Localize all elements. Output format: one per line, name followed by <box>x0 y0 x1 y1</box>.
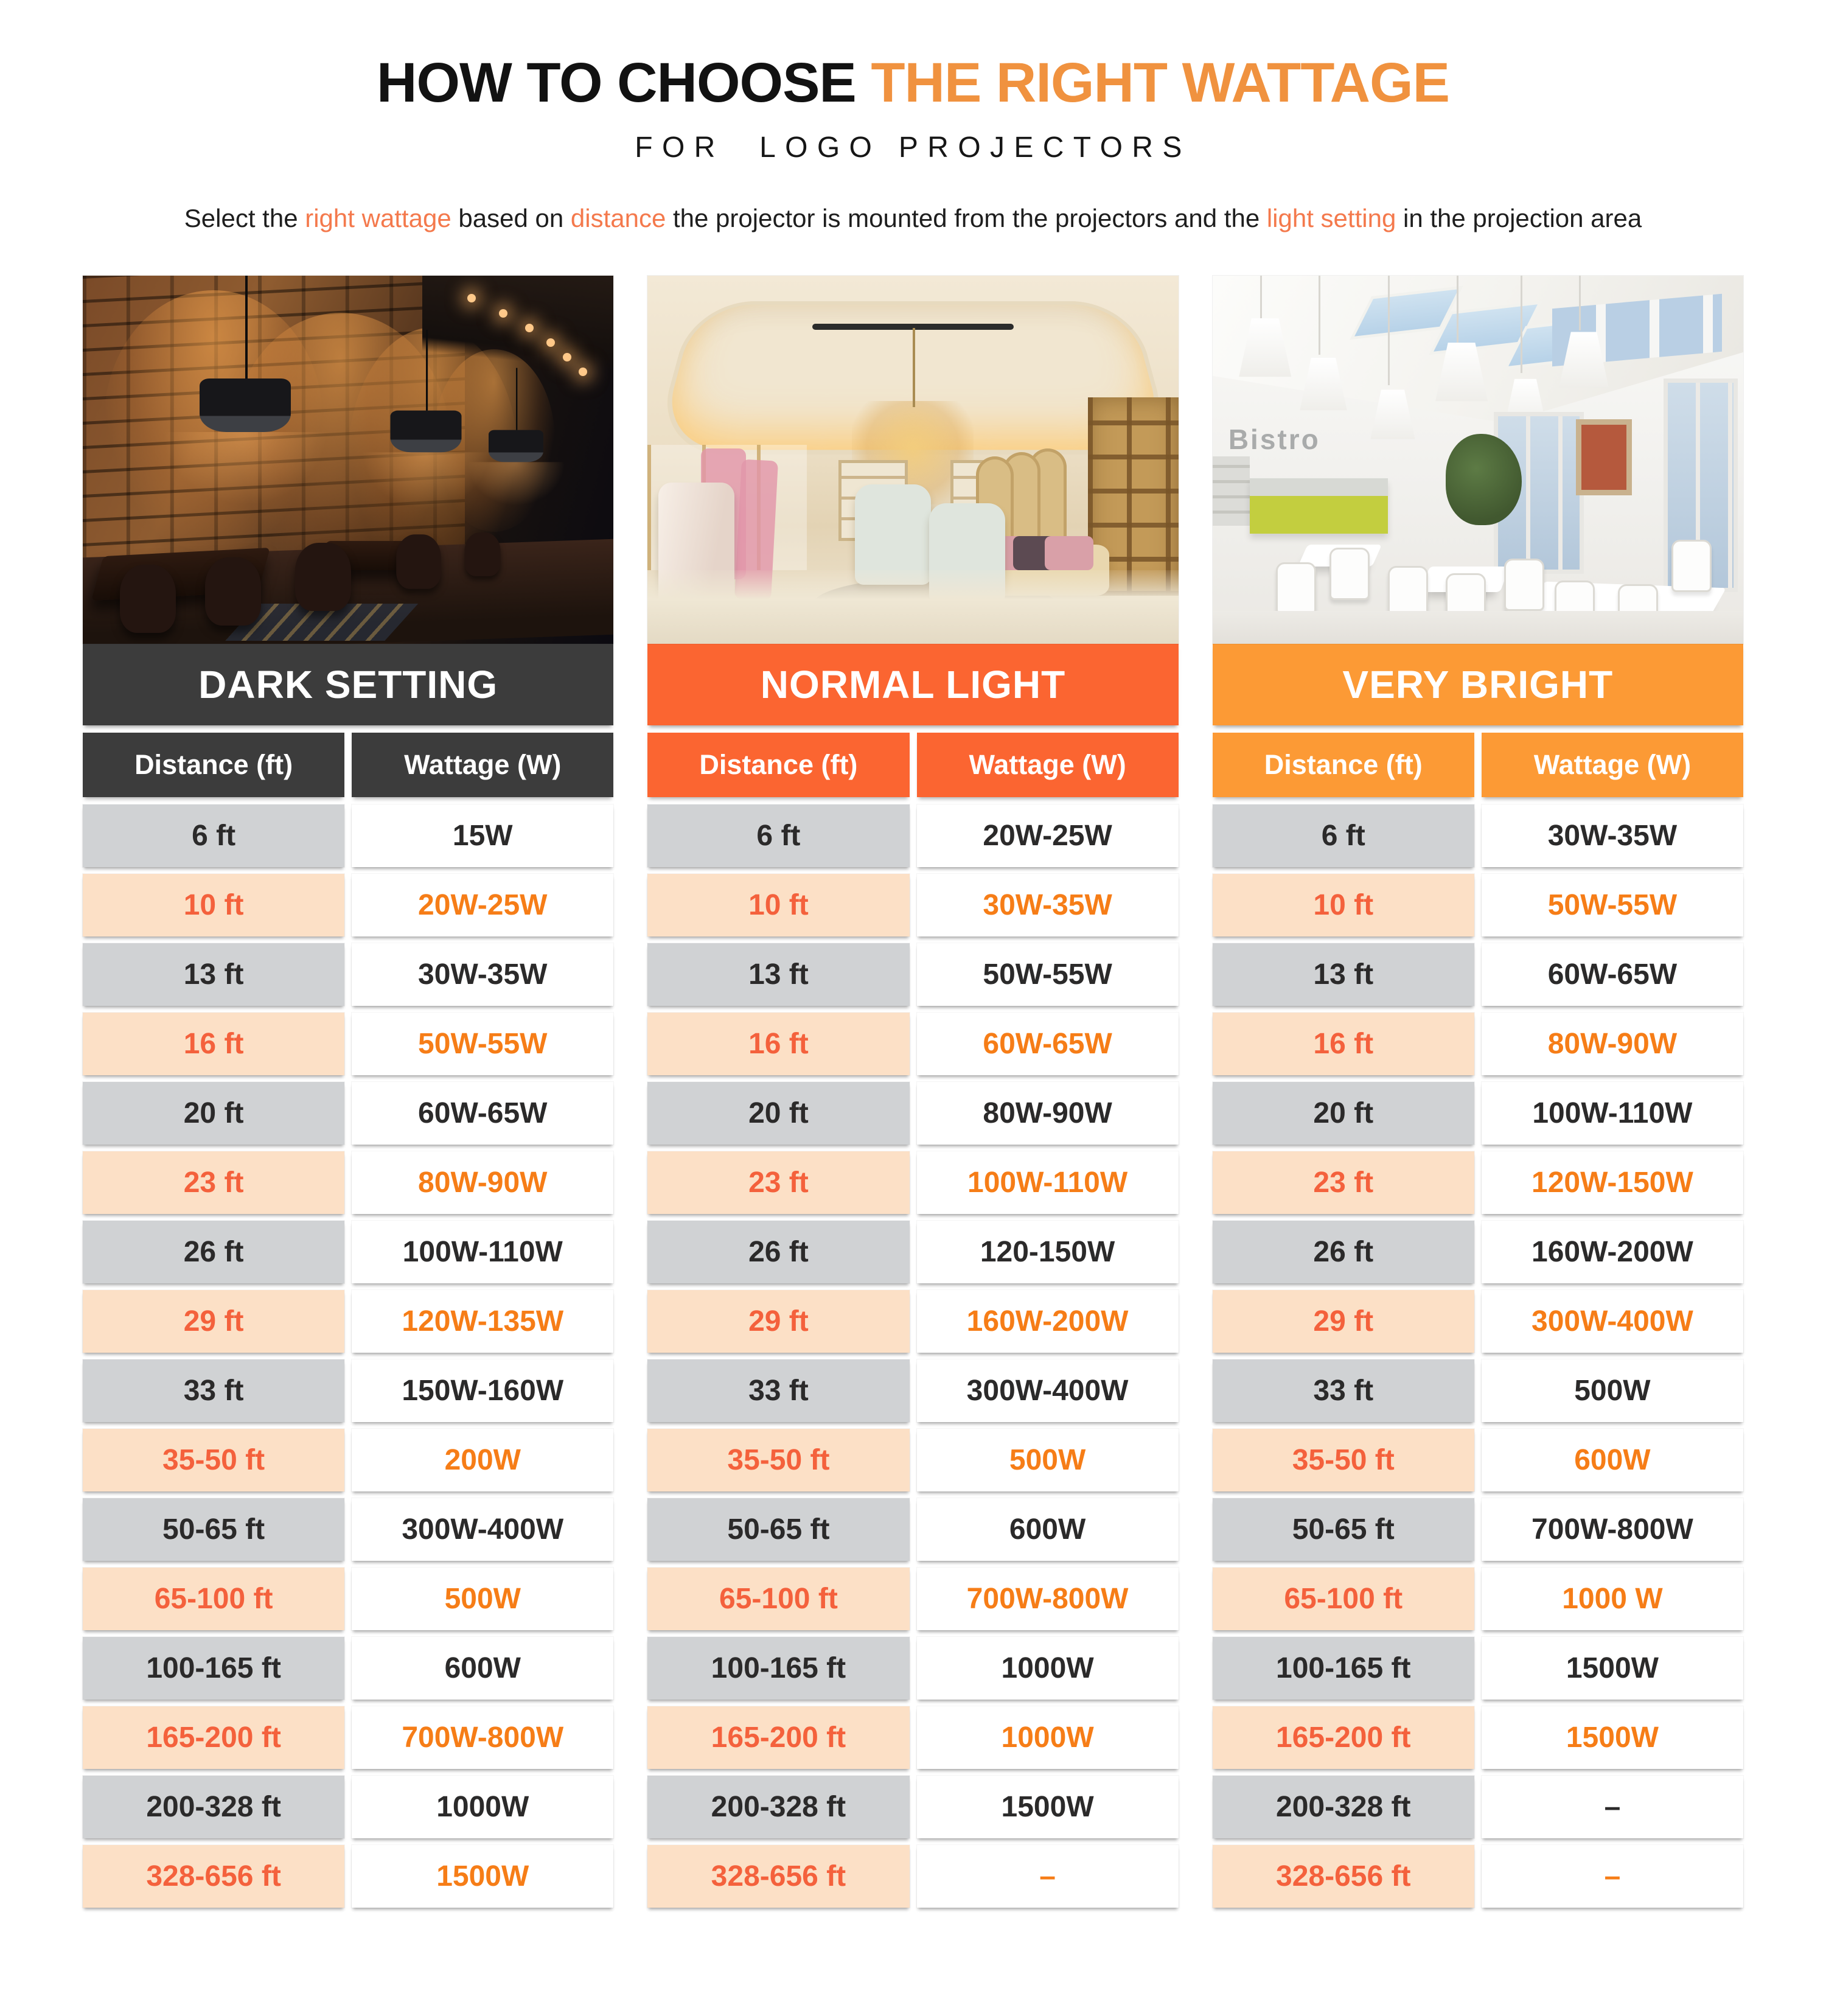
wattage-cell: 100W-110W <box>917 1151 1179 1214</box>
table-rows-normal-light <box>647 804 1178 1908</box>
table-rows-very-bright <box>1213 804 1743 1908</box>
wattage-cell: 60W-65W <box>352 1082 613 1145</box>
wattage-cell: 600W <box>352 1637 613 1700</box>
table-row <box>83 1498 613 1561</box>
description-highlight: light setting <box>1266 204 1396 232</box>
table-row <box>1213 1706 1743 1769</box>
wattage-cell: 1500W <box>917 1776 1179 1838</box>
table-row <box>647 1637 1178 1700</box>
wattage-cell: 500W <box>1482 1359 1743 1422</box>
wattage-cell: 600W <box>1482 1429 1743 1491</box>
distance-cell: 13 ft <box>647 943 909 1006</box>
table-row <box>1213 804 1743 867</box>
distance-cell: 100-165 ft <box>83 1637 344 1700</box>
distance-cell: 6 ft <box>647 804 909 867</box>
table-row <box>1213 1845 1743 1908</box>
wattage-cell: 1500W <box>352 1845 613 1908</box>
distance-cell: 33 ft <box>647 1359 909 1422</box>
ceiling-spotlight <box>499 309 507 318</box>
wattage-cell: 1000 W <box>1482 1568 1743 1630</box>
wattage-cell: 120W-150W <box>1482 1151 1743 1214</box>
wattage-column-header: Wattage (W) <box>917 733 1179 797</box>
lamp-cord <box>1457 276 1458 343</box>
distance-cell: 35-50 ft <box>1213 1429 1474 1491</box>
distance-cell: 13 ft <box>1213 943 1474 1006</box>
distance-column-header: Distance (ft) <box>647 733 909 797</box>
ceiling-spotlight <box>579 368 587 376</box>
distance-cell: 100-165 ft <box>1213 1637 1474 1700</box>
wattage-cell: 700W-800W <box>917 1568 1179 1630</box>
table-row <box>83 1082 613 1145</box>
distance-cell: 50-65 ft <box>83 1498 344 1561</box>
distance-cell: 10 ft <box>1213 874 1474 936</box>
wattage-cell: 120W-135W <box>352 1290 613 1353</box>
wattage-cell: – <box>1482 1845 1743 1908</box>
table-row <box>83 1776 613 1838</box>
table-row <box>647 943 1178 1006</box>
table-row <box>1213 1221 1743 1283</box>
column-headers <box>647 733 1178 797</box>
distance-cell: 35-50 ft <box>83 1429 344 1491</box>
wattage-cell: 1000W <box>917 1706 1179 1769</box>
distance-cell: 6 ft <box>1213 804 1474 867</box>
chair <box>1671 540 1712 592</box>
distance-cell: 328-656 ft <box>83 1845 344 1908</box>
table-row <box>647 1498 1178 1561</box>
distance-cell: 328-656 ft <box>647 1845 909 1908</box>
distance-cell: 10 ft <box>83 874 344 936</box>
distance-column-header: Distance (ft) <box>83 733 344 797</box>
distance-cell: 23 ft <box>1213 1151 1474 1214</box>
wattage-cell: 700W-800W <box>352 1706 613 1769</box>
distance-cell: 10 ft <box>647 874 909 936</box>
wattage-cell: 20W-25W <box>917 804 1179 867</box>
table-row <box>83 1845 613 1908</box>
table-row <box>1213 1151 1743 1214</box>
column-headers <box>83 733 613 797</box>
retail-shelf <box>1213 456 1250 526</box>
distance-cell: 100-165 ft <box>647 1637 909 1700</box>
distance-cell: 29 ft <box>647 1290 909 1353</box>
wattage-cell: 60W-65W <box>917 1013 1179 1075</box>
chair <box>396 535 441 590</box>
distance-cell: 328-656 ft <box>1213 1845 1474 1908</box>
table-row <box>83 1359 613 1422</box>
description <box>122 198 1704 238</box>
distance-cell: 65-100 ft <box>647 1568 909 1630</box>
chair <box>120 565 176 633</box>
wattage-cell: 60W-65W <box>1482 943 1743 1006</box>
distance-cell: 6 ft <box>83 804 344 867</box>
wattage-cell: 500W <box>917 1429 1179 1491</box>
wattage-cell: 160W-200W <box>1482 1221 1743 1283</box>
table-row <box>83 1637 613 1700</box>
page-subtitle: FOR LOGO PROJECTORS <box>635 131 1191 164</box>
table-row <box>1213 1013 1743 1075</box>
distance-cell: 23 ft <box>647 1151 909 1214</box>
table-row <box>1213 1290 1743 1353</box>
wattage-cell: 100W-110W <box>352 1221 613 1283</box>
lamp-cord <box>1260 276 1262 318</box>
page-title-orange: THE RIGHT WATTAGE <box>871 52 1449 114</box>
distance-cell: 65-100 ft <box>83 1568 344 1630</box>
lamp-cord <box>1579 276 1581 330</box>
panel-normal-light <box>647 276 1178 1908</box>
description-text: the projector is mounted from the projectors and the <box>666 204 1267 232</box>
table-row <box>83 1290 613 1353</box>
distance-cell: 50-65 ft <box>1213 1498 1474 1561</box>
wattage-cell: 1000W <box>917 1637 1179 1700</box>
table-row <box>1213 1498 1743 1561</box>
wattage-cell: 500W <box>352 1568 613 1630</box>
distance-cell: 20 ft <box>647 1082 909 1145</box>
table-row <box>83 874 613 936</box>
distance-cell: 33 ft <box>1213 1359 1474 1422</box>
lamp-cord <box>1521 276 1522 373</box>
marble-floor <box>647 570 1178 644</box>
distance-cell: 26 ft <box>1213 1221 1474 1283</box>
wattage-cell: 200W <box>352 1429 613 1491</box>
table-title-dark-setting: DARK SETTING <box>83 644 613 725</box>
table-row <box>647 874 1178 936</box>
table-rows-dark-setting <box>83 804 613 1908</box>
wattage-column-header: Wattage (W) <box>352 733 613 797</box>
table-row <box>647 1776 1178 1838</box>
distance-cell: 35-50 ft <box>647 1429 909 1491</box>
distance-cell: 29 ft <box>83 1290 344 1353</box>
distance-cell: 200-328 ft <box>83 1776 344 1838</box>
wattage-cell: 1500W <box>1482 1637 1743 1700</box>
distance-cell: 65-100 ft <box>1213 1568 1474 1630</box>
table-title-very-bright: VERY BRIGHT <box>1213 644 1743 725</box>
table-row <box>83 943 613 1006</box>
table-row <box>83 1013 613 1075</box>
chair <box>295 543 351 611</box>
normal-light-photo <box>647 276 1178 644</box>
wattage-cell: 80W-90W <box>917 1082 1179 1145</box>
description-highlight: right wattage <box>305 204 451 232</box>
wattage-cell: 100W-110W <box>1482 1082 1743 1145</box>
table-row <box>647 1359 1178 1422</box>
distance-cell: 20 ft <box>1213 1082 1474 1145</box>
chair <box>1329 548 1370 600</box>
pendant-lamp <box>200 378 291 432</box>
table-row <box>83 1429 613 1491</box>
ceiling-spotlight <box>467 294 476 302</box>
table-row <box>83 1221 613 1283</box>
pendant-lamp <box>489 430 543 462</box>
wattage-cell: – <box>917 1845 1179 1908</box>
wattage-cell: 15W <box>352 804 613 867</box>
wattage-cell: – <box>1482 1776 1743 1838</box>
panel-very-bright <box>1213 276 1743 1908</box>
description-text: based on <box>451 204 571 232</box>
table-row <box>647 1013 1178 1075</box>
bistro-wall-text: Bistro <box>1228 424 1320 456</box>
chair <box>464 533 500 577</box>
wattage-cell: 30W-35W <box>352 943 613 1006</box>
sofa-cushion <box>1045 536 1093 570</box>
wattage-tables <box>0 276 1826 1908</box>
column-headers <box>1213 733 1743 797</box>
distance-cell: 200-328 ft <box>1213 1776 1474 1838</box>
table-row <box>647 1706 1178 1769</box>
table-row <box>647 1151 1178 1214</box>
distance-cell: 165-200 ft <box>647 1706 909 1769</box>
bistro-counter <box>1250 478 1388 534</box>
distance-cell: 33 ft <box>83 1359 344 1422</box>
wattage-cell: 50W-55W <box>917 943 1179 1006</box>
description-text: in the projection area <box>1396 204 1642 232</box>
wattage-cell: 1500W <box>1482 1706 1743 1769</box>
distance-cell: 16 ft <box>647 1013 909 1075</box>
wattage-cell: 80W-90W <box>1482 1013 1743 1075</box>
wattage-cell: 30W-35W <box>1482 804 1743 867</box>
wattage-cell: 300W-400W <box>352 1498 613 1561</box>
distance-cell: 200-328 ft <box>647 1776 909 1838</box>
wattage-column-header: Wattage (W) <box>1482 733 1743 797</box>
distance-cell: 165-200 ft <box>83 1706 344 1769</box>
framed-artwork <box>1576 419 1632 495</box>
wattage-cell: 50W-55W <box>352 1013 613 1075</box>
table-row <box>1213 943 1743 1006</box>
distance-cell: 20 ft <box>83 1082 344 1145</box>
table-row <box>1213 1637 1743 1700</box>
table-row <box>83 1151 613 1214</box>
table-row <box>1213 1568 1743 1630</box>
table-row <box>647 1221 1178 1283</box>
panel-dark-setting <box>83 276 613 1908</box>
table-row <box>1213 874 1743 936</box>
wattage-cell: 150W-160W <box>352 1359 613 1422</box>
table-row <box>647 1290 1178 1353</box>
table-row <box>647 1845 1178 1908</box>
table-row <box>1213 1359 1743 1422</box>
lamp-cord <box>1319 276 1320 355</box>
wattage-cell: 600W <box>917 1498 1179 1561</box>
table-row <box>647 804 1178 867</box>
chair <box>1276 562 1316 615</box>
wattage-cell: 80W-90W <box>352 1151 613 1214</box>
wattage-cell: 120-150W <box>917 1221 1179 1283</box>
table-row <box>83 804 613 867</box>
pendant-lamp <box>390 411 461 453</box>
distance-cell: 16 ft <box>83 1013 344 1075</box>
table-row <box>647 1568 1178 1630</box>
wattage-cell: 30W-35W <box>917 874 1179 936</box>
description-highlight: distance <box>570 204 666 232</box>
tile-floor <box>1213 611 1743 644</box>
distance-cell: 16 ft <box>1213 1013 1474 1075</box>
distance-cell: 26 ft <box>83 1221 344 1283</box>
table-row <box>1213 1776 1743 1838</box>
very-bright-photo <box>1213 276 1743 644</box>
distance-cell: 165-200 ft <box>1213 1706 1474 1769</box>
distance-column-header: Distance (ft) <box>1213 733 1474 797</box>
wattage-cell: 50W-55W <box>1482 874 1743 936</box>
table-row <box>83 1568 613 1630</box>
dark-setting-photo <box>83 276 613 644</box>
wattage-cell: 20W-25W <box>352 874 613 936</box>
lamp-cord <box>1388 276 1390 385</box>
table-row <box>1213 1429 1743 1491</box>
table-row <box>1213 1082 1743 1145</box>
header <box>0 0 1826 238</box>
page-title-black: HOW TO CHOOSE <box>377 52 856 114</box>
chair <box>205 557 261 626</box>
table-row <box>647 1082 1178 1145</box>
page-title <box>0 51 1826 115</box>
table-row <box>647 1429 1178 1491</box>
ceiling-spotlight <box>563 353 571 361</box>
distance-cell: 13 ft <box>83 943 344 1006</box>
description-text: Select the <box>184 204 305 232</box>
wattage-cell: 160W-200W <box>917 1290 1179 1353</box>
distance-cell: 26 ft <box>647 1221 909 1283</box>
wattage-cell: 1000W <box>352 1776 613 1838</box>
distance-cell: 29 ft <box>1213 1290 1474 1353</box>
chair <box>1504 559 1544 611</box>
distance-cell: 50-65 ft <box>647 1498 909 1561</box>
table-title-normal-light: NORMAL LIGHT <box>647 644 1178 725</box>
distance-cell: 23 ft <box>83 1151 344 1214</box>
wattage-cell: 700W-800W <box>1482 1498 1743 1561</box>
table-row <box>83 1706 613 1769</box>
wattage-cell: 300W-400W <box>1482 1290 1743 1353</box>
wattage-cell: 300W-400W <box>917 1359 1179 1422</box>
